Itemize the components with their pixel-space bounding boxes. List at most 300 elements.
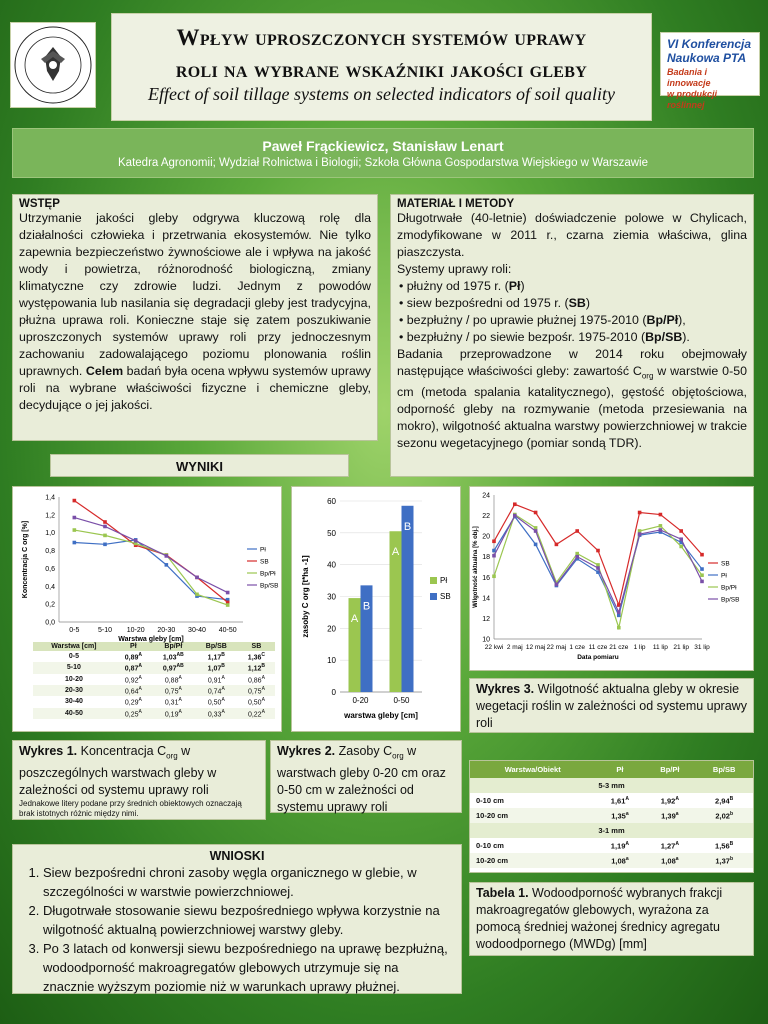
table-cell bbox=[195, 674, 238, 685]
mwd-table bbox=[470, 761, 753, 868]
conference-badge bbox=[660, 32, 760, 110]
tab1-label: Tabela 1. bbox=[476, 886, 529, 900]
data-point bbox=[534, 526, 538, 530]
cell-value: 0,75 bbox=[164, 688, 179, 696]
data-point bbox=[659, 528, 663, 532]
cell-letter: A bbox=[138, 652, 142, 658]
y-tick-label: 1,0 bbox=[45, 530, 55, 538]
cell-value: 0,91 bbox=[207, 676, 222, 684]
data-point bbox=[103, 525, 107, 529]
conclusions-panel bbox=[12, 844, 462, 994]
table-row bbox=[470, 808, 753, 823]
aim-bold: Celem bbox=[85, 364, 124, 378]
x-tick-label: 12 maj bbox=[525, 644, 546, 651]
system-item bbox=[397, 278, 747, 295]
cell-value: 0,64 bbox=[124, 688, 139, 696]
table-cell bbox=[238, 674, 275, 685]
table-cell bbox=[115, 685, 152, 696]
cell-letter: A bbox=[221, 708, 225, 715]
y-tick-label: 16 bbox=[482, 574, 490, 582]
cell-letter: a bbox=[625, 810, 629, 817]
cell-letter: A bbox=[138, 663, 142, 670]
table-cell bbox=[195, 651, 238, 662]
conf-line-2: Naukowa PTA bbox=[667, 51, 747, 65]
y-tick-label: 40 bbox=[327, 560, 336, 570]
cell-value: 0,89 bbox=[124, 654, 139, 662]
cell-letter: A bbox=[178, 674, 182, 681]
table-cell bbox=[115, 674, 152, 685]
system-text: płużny od 1975 r. ( bbox=[406, 279, 509, 293]
group-label: 3-1 mm bbox=[598, 826, 625, 835]
table-cell bbox=[644, 793, 695, 808]
data-point bbox=[534, 529, 538, 533]
fig1-text-a: Koncentracja C bbox=[77, 744, 167, 758]
system-end: ). bbox=[682, 330, 690, 344]
authors-bar bbox=[12, 128, 754, 178]
cell-letter: A bbox=[138, 685, 142, 692]
data-point bbox=[73, 499, 77, 503]
cell-value: 0,88 bbox=[164, 676, 179, 684]
chart3-panel bbox=[469, 486, 754, 671]
bar-letter: A bbox=[391, 546, 400, 559]
y-tick-label: 1,4 bbox=[45, 494, 55, 502]
data-point bbox=[165, 554, 169, 558]
data-point bbox=[679, 545, 683, 549]
y-tick-label: 60 bbox=[327, 497, 336, 506]
x-tick-label: 30-40 bbox=[188, 627, 206, 634]
cell-value: 0,86 bbox=[247, 676, 262, 684]
fig1-text-b: w poszczególnych warstwach gleby w zależności od systemu uprawy roli bbox=[19, 744, 217, 797]
table-cell bbox=[115, 662, 152, 673]
bullet: • bbox=[399, 313, 407, 327]
x-tick-label: 11 lip bbox=[652, 644, 668, 651]
cell-value: 1,39 bbox=[661, 811, 676, 821]
cell-letter: A bbox=[221, 685, 225, 692]
data-point bbox=[700, 580, 704, 584]
table-cell bbox=[238, 651, 275, 662]
data-point bbox=[575, 555, 579, 559]
cell-letter: b bbox=[729, 855, 733, 862]
methods-p2-b: w warstwie 0-50 cm (metoda spalania katalitycznego), gęstość objętościowa, odporność gleby na rozmywanie (metoda przesiewania na mokro), wilgotność aktualna warstwy powierzchniowej w trakcie sezonu wegetacyjnego (pomiar sondą TDR). bbox=[397, 364, 747, 451]
x-axis-label: warstwa gleby [cm] bbox=[344, 711, 418, 720]
tab1-text: Wodoodporność wybranych frakcji makroagregatów glebowych, wyrażona za pomocą średniej ważonej średnicy agregatu wodoodpornego (MWDg) [mm] bbox=[476, 886, 723, 951]
cell-letter: a bbox=[675, 855, 679, 862]
results-heading-box bbox=[50, 454, 349, 477]
title-line-1: Wpływ uproszczonych systemów uprawy bbox=[176, 25, 587, 50]
cell-value: 1,03 bbox=[162, 654, 177, 662]
fig1-caption bbox=[12, 740, 266, 820]
table-row bbox=[33, 651, 275, 662]
y-tick-label: 22 bbox=[482, 513, 490, 521]
y-axis-label: Koncentracja C org [%] bbox=[22, 520, 29, 599]
data-point bbox=[638, 529, 642, 533]
table-row bbox=[33, 674, 275, 685]
cell-letter: B bbox=[261, 663, 266, 670]
table-cell bbox=[238, 685, 275, 696]
cell-letter: A bbox=[221, 674, 225, 681]
table-cell bbox=[152, 662, 195, 673]
cell-letter: A bbox=[138, 674, 142, 681]
series-line bbox=[74, 501, 227, 603]
table-cell bbox=[695, 838, 753, 853]
cell-letter: b bbox=[729, 810, 733, 817]
systems-label: Systemy uprawy roli: bbox=[397, 262, 512, 276]
university-logo bbox=[10, 22, 96, 108]
cell-value: 1,08 bbox=[661, 856, 676, 866]
legend-label: Pł bbox=[260, 546, 266, 554]
table-cell bbox=[152, 651, 195, 662]
data-point bbox=[617, 614, 621, 618]
title-english: Effect of soil tillage systems on selected indicators of soil quality bbox=[148, 84, 615, 104]
conclusions-heading: WNIOSKI bbox=[209, 849, 265, 863]
cell-letter: A bbox=[138, 697, 142, 704]
cell-letter: A bbox=[261, 674, 265, 681]
table-header: Pł bbox=[130, 643, 137, 650]
cell-value: 0,31 bbox=[164, 699, 179, 707]
cell-letter: C bbox=[261, 652, 266, 658]
legend-swatch bbox=[430, 577, 437, 584]
data-point bbox=[73, 516, 77, 520]
cell-value: 1,35 bbox=[611, 811, 626, 821]
methods-p1: Długotrwałe (40-letnie) doświadczenie polowe w Chylicach, zmodyfikowane w 2011 r., czarna ziemia właściwa, glina piaszczysta. bbox=[397, 211, 747, 259]
fig2-label: Wykres 2. bbox=[277, 744, 336, 758]
cell-value: 0,19 bbox=[164, 710, 179, 718]
table-row bbox=[33, 708, 275, 719]
data-point bbox=[73, 541, 77, 545]
x-tick-label: 40-50 bbox=[218, 627, 237, 634]
data-point bbox=[195, 576, 199, 580]
data-point bbox=[513, 502, 517, 506]
y-tick-label: 0,0 bbox=[45, 619, 55, 627]
fig1-label: Wykres 1. bbox=[19, 744, 78, 758]
bar bbox=[402, 506, 414, 692]
x-tick-label: 1 lip bbox=[633, 644, 646, 651]
data-point bbox=[492, 554, 496, 558]
cell-letter: AB bbox=[176, 652, 184, 658]
cell-value: 1,37 bbox=[715, 856, 730, 866]
cell-value: 1,08 bbox=[611, 856, 626, 866]
system-item bbox=[397, 295, 747, 312]
data-point bbox=[492, 539, 496, 543]
y-axis-label: Wilgotność aktualna [% obj.] bbox=[473, 526, 479, 608]
table-cell bbox=[595, 838, 644, 853]
legend-swatch bbox=[430, 593, 437, 600]
group-label: 5-3 mm bbox=[598, 781, 625, 790]
cell-letter: A bbox=[178, 697, 182, 704]
bar-letter: B bbox=[403, 520, 412, 533]
carbon-concentration-chart bbox=[13, 487, 281, 643]
conclusions-list bbox=[21, 863, 453, 996]
cell-letter: A bbox=[138, 708, 142, 715]
legend-label: SB bbox=[721, 560, 730, 568]
cell-value: 0,87 bbox=[124, 665, 139, 673]
y-tick-label: 20 bbox=[482, 533, 490, 541]
x-tick-label: 22 maj bbox=[546, 644, 567, 651]
table-cell bbox=[595, 808, 644, 823]
data-point bbox=[195, 593, 199, 597]
cell-letter: A bbox=[675, 795, 679, 802]
table-header: SB bbox=[251, 643, 262, 650]
table-cell bbox=[115, 708, 152, 719]
system-item bbox=[397, 329, 747, 346]
cell-letter: B bbox=[221, 652, 225, 658]
group-row bbox=[470, 823, 753, 838]
table-row bbox=[33, 685, 275, 696]
table-cell bbox=[152, 708, 195, 719]
intro-body: Utrzymanie jakości gleby odgrywa kluczową rolę dla działalności człowieka i przetrwania ekosystemów. Nie tylko zapewnia bezpieczeństwo żywnościowe ale i wpływa na jakość wody i powietrza, różnorodność biologiczną, zmiany klimatyczne czy zdrowie ludzi. Jednym z powodów występowania lub nasilania się degradacji gleby jest tradycyjna, płużna uprawa roli. Konieczne staje się zatem poszukiwanie uproszczonych systemów uprawy roli przy jednoczesnym zachowaniu zadowalającego poziomu plonowania roślin uprawnych. bbox=[19, 211, 371, 378]
system-code: Bp/SB bbox=[645, 330, 683, 344]
conclusion-item: 2. Długotrwałe stosowanie siewu bezpośredniego wpływa korzystnie na wilgotność aktualną powierzchniowej warstwy gleby. bbox=[43, 901, 453, 939]
table-cell bbox=[595, 853, 644, 868]
cell-value: 2,02 bbox=[715, 811, 730, 821]
system-end: ) bbox=[585, 296, 591, 310]
cell-letter: a bbox=[675, 810, 679, 817]
legend-label: Bp/Pł bbox=[721, 584, 737, 592]
legend-label: Bp/Pł bbox=[260, 570, 276, 578]
data-point bbox=[638, 532, 642, 536]
series-line bbox=[74, 518, 227, 593]
soil-moisture-chart bbox=[470, 487, 753, 670]
y-tick-label: 12 bbox=[482, 615, 490, 623]
cell-letter: A bbox=[261, 685, 265, 692]
x-tick-label: 0-5 bbox=[69, 627, 80, 634]
author-names: Paweł Frąckiewicz, Stanisław Lenart bbox=[262, 138, 504, 154]
cell-value: 1,36 bbox=[247, 654, 262, 662]
data-point bbox=[513, 514, 517, 518]
bar-letter: B bbox=[362, 600, 371, 613]
x-tick-label: 2 maj bbox=[506, 644, 523, 651]
y-tick-label: 30 bbox=[327, 592, 336, 602]
table-cell bbox=[644, 808, 695, 823]
y-axis-label: zasoby C org [t*ha -1] bbox=[301, 555, 310, 638]
cell-letter: A bbox=[625, 795, 630, 802]
data-point bbox=[679, 529, 683, 533]
table-cell bbox=[238, 696, 275, 707]
cell-value: 0,50 bbox=[247, 699, 262, 707]
methods-heading: MATERIAŁ I METODY bbox=[397, 198, 515, 210]
chart1-table-wrap bbox=[13, 642, 281, 719]
table-header-row bbox=[470, 761, 753, 778]
table2-panel bbox=[469, 760, 754, 873]
x-tick-label: 21 cze bbox=[609, 644, 629, 651]
x-tick-label: 5-10 bbox=[97, 627, 113, 634]
carbon-stocks-chart bbox=[292, 487, 460, 731]
cell-value: 0,50 bbox=[207, 699, 222, 707]
y-tick-label: 10 bbox=[327, 656, 336, 666]
row-label: 10-20 cm bbox=[476, 856, 509, 865]
x-tick-label: 0-20 bbox=[352, 696, 369, 705]
table-row bbox=[33, 662, 275, 673]
data-point bbox=[226, 603, 230, 607]
methods-p2-a: Badania przeprowadzone w 2014 roku obejmowały następujące właściwości gleby: zawartość C bbox=[397, 347, 747, 378]
data-point bbox=[596, 549, 600, 553]
table-cell bbox=[115, 651, 152, 662]
cell-letter: B bbox=[729, 795, 734, 802]
chart1-panel bbox=[12, 486, 282, 732]
methods-p2-sub: org bbox=[641, 371, 654, 381]
university-seal-icon bbox=[11, 23, 95, 107]
methods-panel bbox=[390, 194, 754, 477]
cell-letter: A bbox=[178, 708, 182, 715]
bullet: • bbox=[399, 330, 407, 344]
intro-heading: WSTĘP bbox=[19, 198, 60, 210]
data-point bbox=[617, 626, 621, 630]
y-tick-label: 1,2 bbox=[45, 512, 55, 520]
data-point bbox=[492, 549, 496, 553]
y-tick-label: 18 bbox=[482, 554, 490, 562]
methods-text bbox=[397, 210, 747, 452]
fig3-text: Wilgotność aktualna gleby w okresie wegetacji roślin w zależności od systemu uprawy roli bbox=[476, 682, 747, 730]
fig2-text-a: Zasoby C bbox=[335, 744, 393, 758]
y-tick-label: 0,8 bbox=[45, 548, 55, 556]
data-point bbox=[555, 543, 559, 547]
data-point bbox=[700, 573, 704, 577]
data-point bbox=[226, 591, 230, 595]
legend-label: SB bbox=[440, 592, 451, 601]
y-tick-label: 50 bbox=[327, 528, 336, 538]
data-point bbox=[134, 539, 138, 543]
table-cell bbox=[195, 708, 238, 719]
cell-letter: A bbox=[261, 708, 265, 715]
data-point bbox=[575, 529, 579, 533]
y-tick-label: 20 bbox=[327, 624, 336, 634]
row-label: 20-30 bbox=[64, 687, 83, 695]
system-text: bezpłużny / po siewie bezpośr. 1975-2010 ( bbox=[406, 330, 646, 344]
cell-value: 0,75 bbox=[247, 688, 262, 696]
system-end: ), bbox=[678, 313, 686, 327]
system-code: SB bbox=[568, 296, 586, 310]
system-text: bezpłużny / po uprawie płużnej 1975-2010 ( bbox=[406, 313, 647, 327]
cell-value: 1,07 bbox=[207, 665, 222, 673]
cell-letter: B bbox=[729, 840, 734, 847]
affiliation: Katedra Agronomii; Wydział Rolnictwa i Biologii; Szkoła Główna Gospodarstwa Wiejskiego w Warszawie bbox=[118, 157, 648, 169]
legend-label: Bp/SB bbox=[721, 596, 740, 604]
data-point bbox=[492, 574, 496, 578]
title-line-2: roli na wybrane wskaźniki jakości gleby bbox=[175, 57, 588, 82]
intro-panel bbox=[12, 194, 378, 441]
row-label: 5-10 bbox=[66, 664, 81, 672]
x-tick-label: 1 cze bbox=[569, 644, 585, 651]
fig3-caption bbox=[469, 678, 754, 733]
table-cell bbox=[195, 685, 238, 696]
cell-value: 0,29 bbox=[124, 699, 139, 707]
carbon-table bbox=[33, 642, 275, 719]
cell-value: 1,56 bbox=[715, 841, 730, 851]
table-cell bbox=[152, 696, 195, 707]
series-line bbox=[74, 530, 227, 605]
results-heading: WYNIKI bbox=[176, 459, 223, 474]
cell-value: 1,92 bbox=[660, 796, 676, 806]
table-row bbox=[470, 793, 753, 808]
data-point bbox=[659, 524, 663, 528]
y-tick-label: 10 bbox=[482, 636, 490, 644]
data-point bbox=[679, 537, 683, 541]
x-tick-label: 20-30 bbox=[157, 627, 176, 634]
series-line bbox=[494, 504, 702, 605]
conclusion-item: 3. Po 3 latach od konwersji siewu bezpośredniego na uprawę bezpłużną, wodoodporność makroagregatów glebowych utrzymuje się na znacznie wyższym poziomie niż w warunkach uprawy płużnej. bbox=[43, 939, 453, 996]
fig1-sub: org bbox=[166, 751, 178, 761]
data-point bbox=[534, 511, 538, 515]
table-header: Bp/Pł bbox=[164, 643, 183, 650]
system-text: siew bezpośredni od 1975 r. ( bbox=[406, 296, 569, 310]
table-cell bbox=[695, 793, 753, 808]
system-code: Pł bbox=[508, 279, 521, 293]
table-header: Pł bbox=[616, 765, 624, 774]
y-tick-label: 0,2 bbox=[45, 601, 55, 609]
table-cell bbox=[195, 662, 238, 673]
table-cell bbox=[644, 853, 695, 868]
data-point bbox=[103, 520, 107, 524]
cell-letter: A bbox=[221, 697, 225, 704]
data-point bbox=[165, 563, 169, 567]
y-tick-label: 0 bbox=[331, 688, 336, 697]
x-tick-label: 11 cze bbox=[588, 644, 608, 651]
table-header: Bp/SB bbox=[712, 765, 736, 774]
data-point bbox=[103, 534, 107, 538]
table-cell bbox=[152, 674, 195, 685]
table-header: Warstwa/Obiekt bbox=[504, 765, 561, 774]
x-tick-label: 31 lip bbox=[694, 644, 710, 651]
bar-letter: A bbox=[350, 613, 359, 626]
cell-value: 2,94 bbox=[715, 796, 730, 806]
table-header: Bp/Pł bbox=[660, 765, 680, 774]
data-point bbox=[596, 563, 600, 567]
fig3-label: Wykres 3. bbox=[476, 682, 535, 696]
y-tick-label: 0,4 bbox=[45, 583, 55, 591]
chart2-panel bbox=[291, 486, 461, 732]
row-label: 10-20 cm bbox=[476, 811, 509, 820]
legend-label: Pł bbox=[440, 576, 448, 585]
table-cell bbox=[115, 696, 152, 707]
table-cell bbox=[695, 853, 753, 868]
conclusion-item: 1. Siew bezpośredni chroni zasoby węgla organicznego w glebie, w szczególności w warstwie powierzchniowej. bbox=[43, 863, 453, 901]
legend-label: Bp/SB bbox=[260, 582, 279, 590]
x-axis-label: Data pomiaru bbox=[577, 654, 619, 661]
intro-text bbox=[19, 210, 371, 414]
table-cell bbox=[238, 662, 275, 673]
system-end: ) bbox=[520, 279, 525, 293]
data-point bbox=[555, 583, 559, 587]
cell-value: 0,33 bbox=[207, 710, 222, 718]
row-label: 0-10 cm bbox=[476, 796, 504, 805]
fig2-caption bbox=[270, 740, 462, 813]
systems-list bbox=[397, 278, 747, 346]
row-label: 30-40 bbox=[64, 698, 83, 706]
y-tick-label: 0,6 bbox=[45, 565, 55, 573]
data-point bbox=[659, 513, 663, 517]
cell-value: 0,97 bbox=[162, 665, 177, 673]
row-label: 40-50 bbox=[64, 709, 83, 717]
cell-letter: a bbox=[625, 855, 629, 862]
row-label: 10-20 bbox=[64, 675, 83, 683]
x-tick-label: 21 lip bbox=[673, 644, 689, 651]
x-tick-label: 10-20 bbox=[126, 627, 145, 634]
table-header: Bp/SB bbox=[205, 643, 227, 650]
cell-value: 0,74 bbox=[207, 688, 222, 696]
table-cell bbox=[152, 685, 195, 696]
y-tick-label: 24 bbox=[482, 492, 490, 500]
system-code: Bp/Pł bbox=[646, 313, 679, 327]
cell-value: 0,92 bbox=[124, 676, 139, 684]
y-tick-label: 14 bbox=[482, 595, 490, 603]
table-header: Warstwa [cm] bbox=[51, 643, 97, 650]
table-cell bbox=[595, 793, 644, 808]
title-box bbox=[111, 13, 652, 121]
x-axis-label: Warstwa gleby [cm] bbox=[118, 636, 184, 643]
data-point bbox=[596, 566, 600, 570]
table-header-row bbox=[33, 642, 275, 651]
cell-letter: A bbox=[625, 840, 630, 847]
